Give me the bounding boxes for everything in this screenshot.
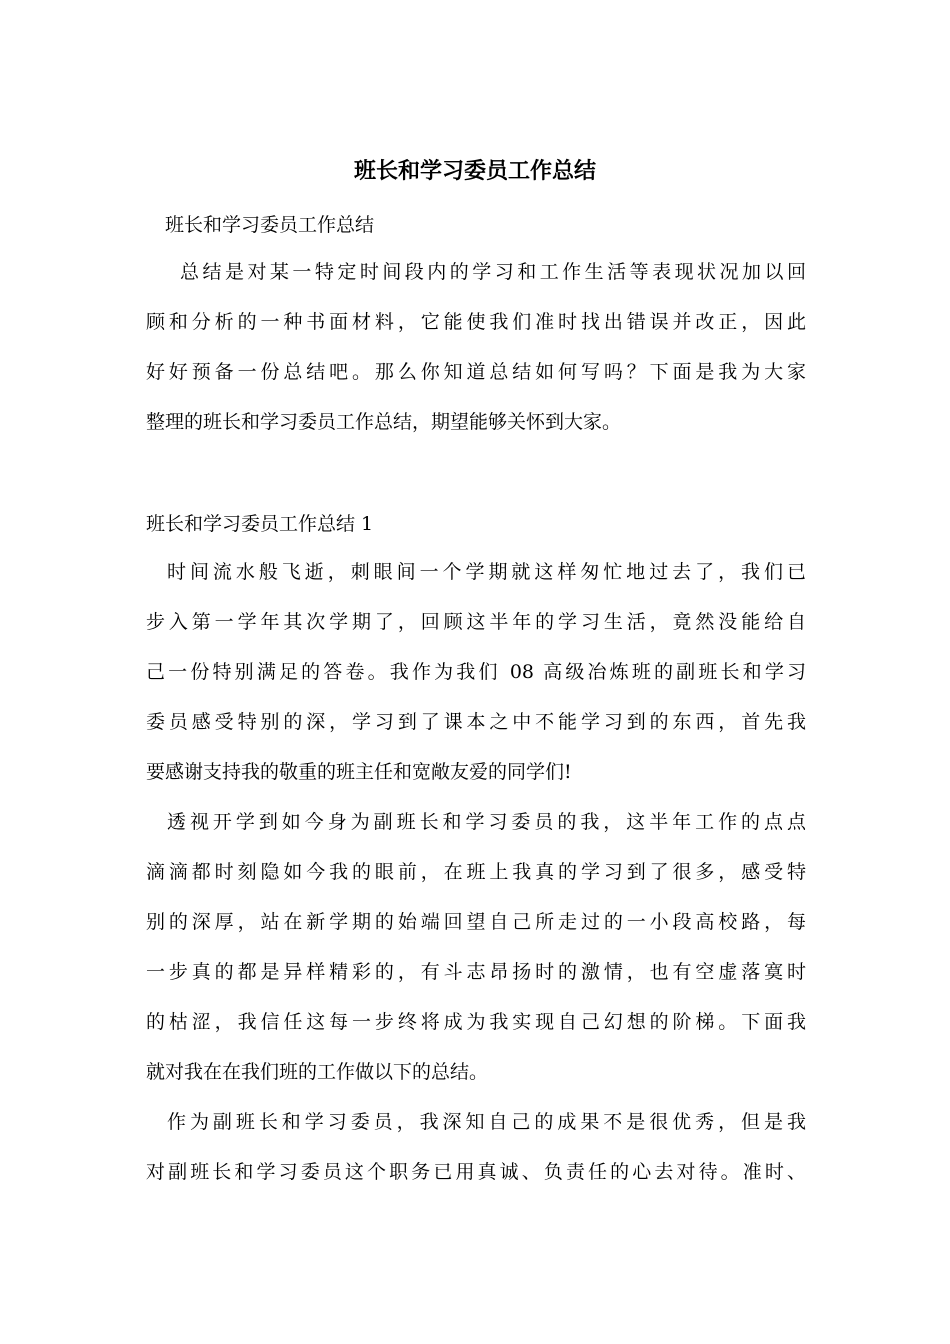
text-line: 作为副班长和学习委员，我深知自己的成果不是很优秀，但是我 [167,1111,806,1133]
text-line: 的枯涩，我信任这每一步终将成为我实现自己幻想的阶梯。下面我 [146,1011,806,1033]
text-line: 总结是对某一特定时间段内的学习和工作生活等表现状况加以回 [180,261,806,283]
section-heading: 班长和学习委员工作总结 1 [146,513,374,535]
intro-paragraph [146,247,806,447]
text-line: 己一份特别满足的答卷。我作为我们 08 高级冶炼班的副班长和学习 [146,661,806,683]
text-line: 一步真的都是异样精彩的，有斗志昂扬时的激情，也有空虚落寞时 [146,961,806,983]
text-line: 别的深厚，站在新学期的始端回望自己所走过的一小段高校路，每 [146,911,806,933]
text-line: 时间流水般飞逝，刺眼间一个学期就这样匆忙地过去了，我们已 [167,561,806,583]
text-line: 透视开学到如今身为副班长和学习委员的我，这半年工作的点点 [167,811,806,833]
text-line: 就对我在在我们班的工作做以下的总结。 [146,1061,489,1083]
text-line: 好好预备一份总结吧。那么你知道总结如何写吗？下面是我为大家 [146,361,806,383]
text-line: 对副班长和学习委员这个职务已用真诚、负责任的心去对待。准时、 [146,1161,806,1183]
text-line: 步入第一学年其次学期了，回顾这半年的学习生活，竟然没能给自 [146,611,806,633]
text-line: 顾和分析的一种书面材料，它能使我们准时找出错误并改正，因此 [146,311,806,333]
text-line: 要感谢支持我的敬重的班主任和宽敞友爱的同学们! [146,761,572,783]
document-subtitle: 班长和学习委员工作总结 [165,214,375,236]
paragraph-2 [146,797,806,1097]
paragraph-3 [146,1097,806,1197]
document-title: 班长和学习委员工作总结 [353,158,596,184]
text-line: 整理的班长和学习委员工作总结，期望能够关怀到大家。 [146,411,622,433]
paragraph-1 [146,547,806,797]
text-line: 委员感受特别的深，学习到了课本之中不能学习到的东西，首先我 [146,711,806,733]
text-line: 滴滴都时刻隐如今我的眼前，在班上我真的学习到了很多，感受特 [146,861,806,883]
